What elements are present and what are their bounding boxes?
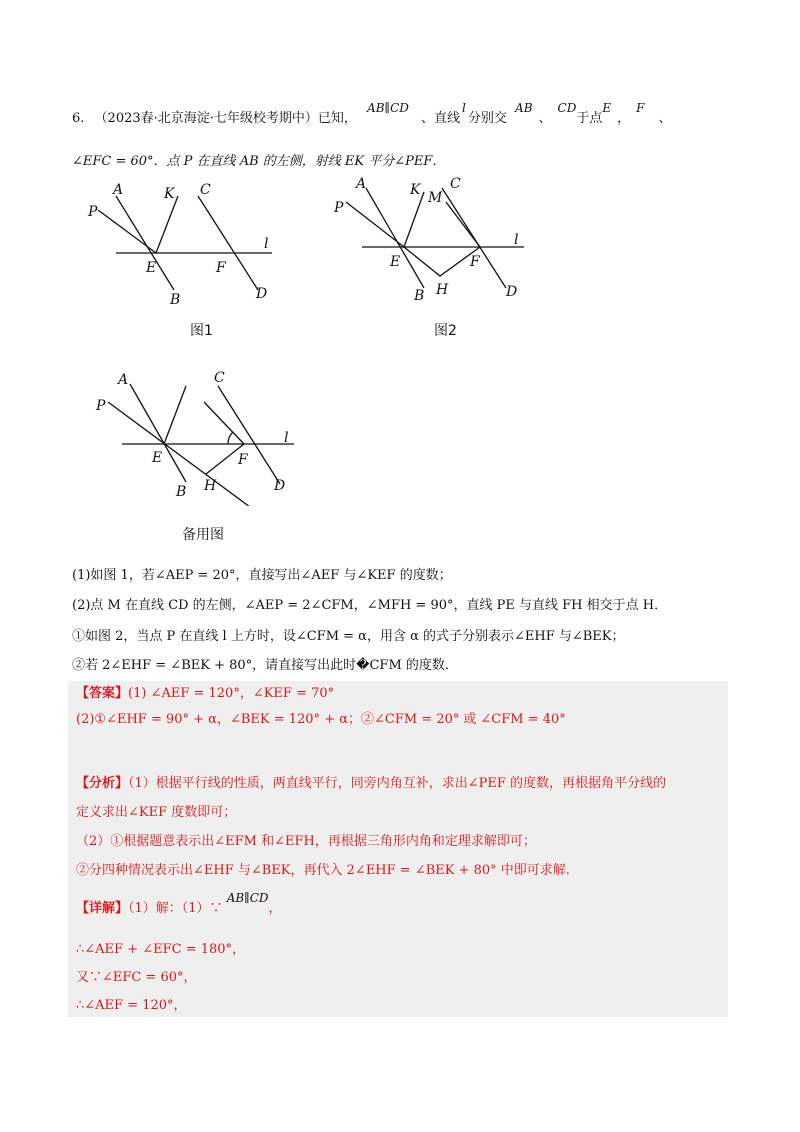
- part-2-1: ①如图 2，当点 P 在直线 l 上方时，设∠CFM = α，用含 α 的式子分别表示∠EHF 与∠BEK；: [72, 629, 625, 644]
- analysis-line-1: [76, 774, 666, 794]
- detail-line-3: 又∵∠EFC = 60°，: [76, 970, 197, 985]
- fig3-label-c: C: [214, 370, 225, 386]
- fig3-label-d: D: [274, 478, 286, 494]
- analysis-line-3: （2）①根据题意表示出∠EFM 和∠EFH，再根据三角形内角和定理求解即可；: [76, 834, 536, 849]
- fig2-label-m: M: [428, 190, 443, 206]
- segment-ab: AB: [515, 101, 533, 115]
- fig2-label-l: l: [514, 232, 519, 248]
- answer-label: 【答案】: [76, 686, 129, 701]
- question-number: 6.: [72, 111, 85, 126]
- point-f: F: [636, 101, 645, 115]
- detail-label: 【详解】: [76, 901, 129, 916]
- analysis-label: 【分析】: [76, 776, 129, 791]
- fig3-label-e: E: [152, 450, 163, 466]
- answer-line-1: [76, 684, 334, 704]
- fig2-label-e: E: [390, 254, 401, 270]
- fig2-label-k: K: [410, 182, 421, 198]
- question-line-2: ∠EFC = 60°．点 P 在直线 AB 的左侧，射线 EK 平分∠PEF．: [72, 154, 446, 169]
- fig1-label-b: B: [170, 292, 181, 308]
- text-comma: ，: [617, 111, 631, 126]
- analysis-text-1: （1）根据平行线的性质，两直线平行，同旁内角互补，求出∠PEF 的度数，再根据角平分线的: [128, 776, 667, 791]
- fig2-label-p: P: [334, 200, 344, 216]
- text-end: 、: [658, 111, 672, 126]
- fig3-label-a: A: [118, 372, 129, 388]
- fig3-label-p: P: [96, 398, 106, 414]
- fig2-label-d: D: [506, 284, 518, 300]
- part-1: (1)如图 1，若∠AEP = 20°，直接写出∠AEF 与∠KEF 的度数；: [72, 568, 452, 583]
- fig2-label-a: A: [356, 176, 367, 192]
- detail-line-1: [76, 891, 282, 919]
- fig2-label-b: B: [414, 288, 425, 304]
- fig1-caption: 图1: [190, 323, 213, 339]
- fig1-label-l: l: [264, 236, 269, 252]
- detail-comma: ，: [268, 901, 282, 916]
- answer-2: (2)①∠EHF = 90° + α，∠BEK = 120° + α；②∠CFM = 20°: [76, 712, 460, 727]
- answer-2-end: ∠CFM = 40°: [480, 712, 566, 727]
- figure-backup: [90, 366, 310, 506]
- text-line-word: 、直线: [421, 111, 461, 126]
- point-e: E: [602, 101, 612, 115]
- fig1-label-d: D: [256, 286, 268, 302]
- fig1-label-e: E: [146, 260, 157, 276]
- text-at-point: 于点: [576, 111, 603, 126]
- figure-2: [330, 172, 540, 312]
- segment-cd: CD: [557, 101, 577, 115]
- fig3-label-f: F: [238, 452, 248, 468]
- line-l-label: l: [462, 101, 466, 115]
- fig1-label-a: A: [113, 182, 124, 198]
- part-2: (2)点 M 在直线 CD 的左侧，∠AEP = 2∠CFM，∠MFH = 90°，直线 PE 与直线 FH 相交于点 H．: [72, 598, 668, 613]
- fig3-label-b: B: [176, 484, 187, 500]
- fig1-label-f: F: [216, 260, 226, 276]
- fig2-label-c: C: [450, 176, 461, 192]
- fig2-label-f: F: [470, 254, 480, 270]
- figure-1: [80, 178, 290, 318]
- part-2-2: ②若 2∠EHF = ∠BEK + 80°，请直接写出此时�CFM 的度数．: [72, 658, 458, 673]
- answer-1: (1) ∠AEF = 120°，∠KEF = 70°: [128, 686, 335, 701]
- detail-parallel: AB∥CD: [226, 891, 269, 905]
- detail-text-1: （1）解：（1）∵: [128, 901, 223, 916]
- analysis-line-4: ②分四种情况表示出∠EHF 与∠BEK，再代入 2∠EHF = ∠BEK + 80° 中即可求解.: [76, 863, 570, 878]
- fig3-caption: 备用图: [182, 527, 224, 543]
- detail-line-4: ∴∠AEF = 120°，: [76, 998, 187, 1013]
- text-sep: 、: [538, 111, 552, 126]
- answer-line-2: [76, 710, 566, 730]
- analysis-line-2: 定义求出∠KEF 度数即可；: [76, 805, 237, 820]
- fig1-label-k: K: [164, 186, 175, 202]
- fig2-caption: 图2: [434, 323, 457, 339]
- question-line-1: [72, 101, 672, 129]
- fig3-label-l: l: [284, 430, 289, 446]
- fig1-label-p: P: [88, 204, 98, 220]
- question-source: （2023春·北京海淀·七年级校考期中）已知，: [94, 111, 357, 126]
- fig2-label-h: H: [436, 282, 449, 298]
- fig1-label-c: C: [200, 182, 211, 198]
- parallel-ab-cd: AB∥CD: [367, 101, 409, 115]
- fig3-label-h: H: [204, 478, 217, 494]
- detail-line-2: ∴∠AEF + ∠EFC = 180°，: [76, 942, 246, 957]
- answer-or: 或: [463, 712, 477, 727]
- text-intersect: 分别交: [467, 111, 507, 126]
